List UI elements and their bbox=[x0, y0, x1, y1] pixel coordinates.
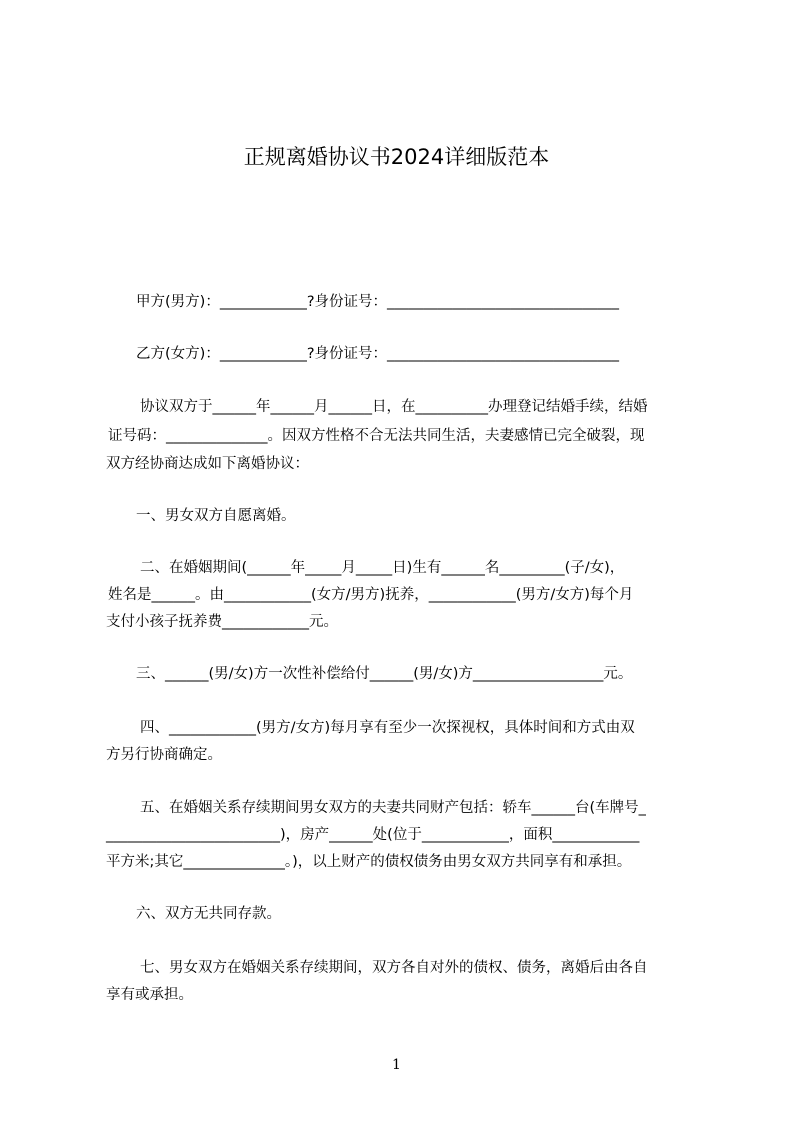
clause-4-line: 四、____________(男方/女方)每月享有至少一次探视权，具体时间和方式由双 bbox=[140, 720, 635, 736]
party-b-line: 乙方(女方)：____________?身份证号：________________________________ bbox=[136, 346, 620, 362]
clause-7-line: 七、男女双方在婚姻关系存续期间，双方各自对外的债权、债务，离婚后由各自 bbox=[140, 960, 648, 976]
clause-1-line: 一、男女双方自愿离婚。 bbox=[136, 508, 296, 524]
page-number: 1 bbox=[392, 1057, 401, 1073]
intro-line: 证号码：______________。因双方性格不合无法共同生活，夫妻感情已完全破裂，现 bbox=[108, 428, 645, 444]
clause-5-line: 五、在婚姻关系存续期间男女双方的夫妻共同财产包括：轿车______台(车牌号_ bbox=[140, 800, 646, 816]
clause-6-line: 六、双方无共同存款。 bbox=[136, 906, 281, 922]
clause-2-line: 支付小孩子抚养费____________元。 bbox=[106, 614, 338, 630]
intro-line: 双方经协商达成如下离婚协议： bbox=[106, 456, 309, 472]
party-a-line: 甲方(男方)：____________?身份证号：________________________________ bbox=[136, 294, 620, 310]
clause-3-line: 三、______(男/女)方一次性补偿给付______(男/女)方__________________元。 bbox=[136, 666, 633, 682]
clause-5-line: ________________________)，房产______处(位于____________，面积____________ bbox=[106, 827, 640, 843]
clause-2-line: 姓名是______。由____________(女方/男方)抚养，____________(男方/女方)每个月 bbox=[108, 587, 634, 603]
intro-line: 协议双方于______年______月______日，在__________办理登记结婚手续，结婚 bbox=[140, 399, 648, 415]
clause-4-line: 方另行协商确定。 bbox=[106, 747, 222, 763]
clause-7-line: 享有或承担。 bbox=[106, 987, 193, 1003]
clause-2-line: 二、在婚姻期间(______年_____月_____日)生有______名_________(子/女)， bbox=[140, 560, 625, 576]
document-title: 正规离婚协议书2024详细版范本 bbox=[243, 145, 550, 169]
clause-5-line: 平方米;其它______________。)，以上财产的债权债务由男女双方共同享有和承担。 bbox=[106, 854, 632, 870]
